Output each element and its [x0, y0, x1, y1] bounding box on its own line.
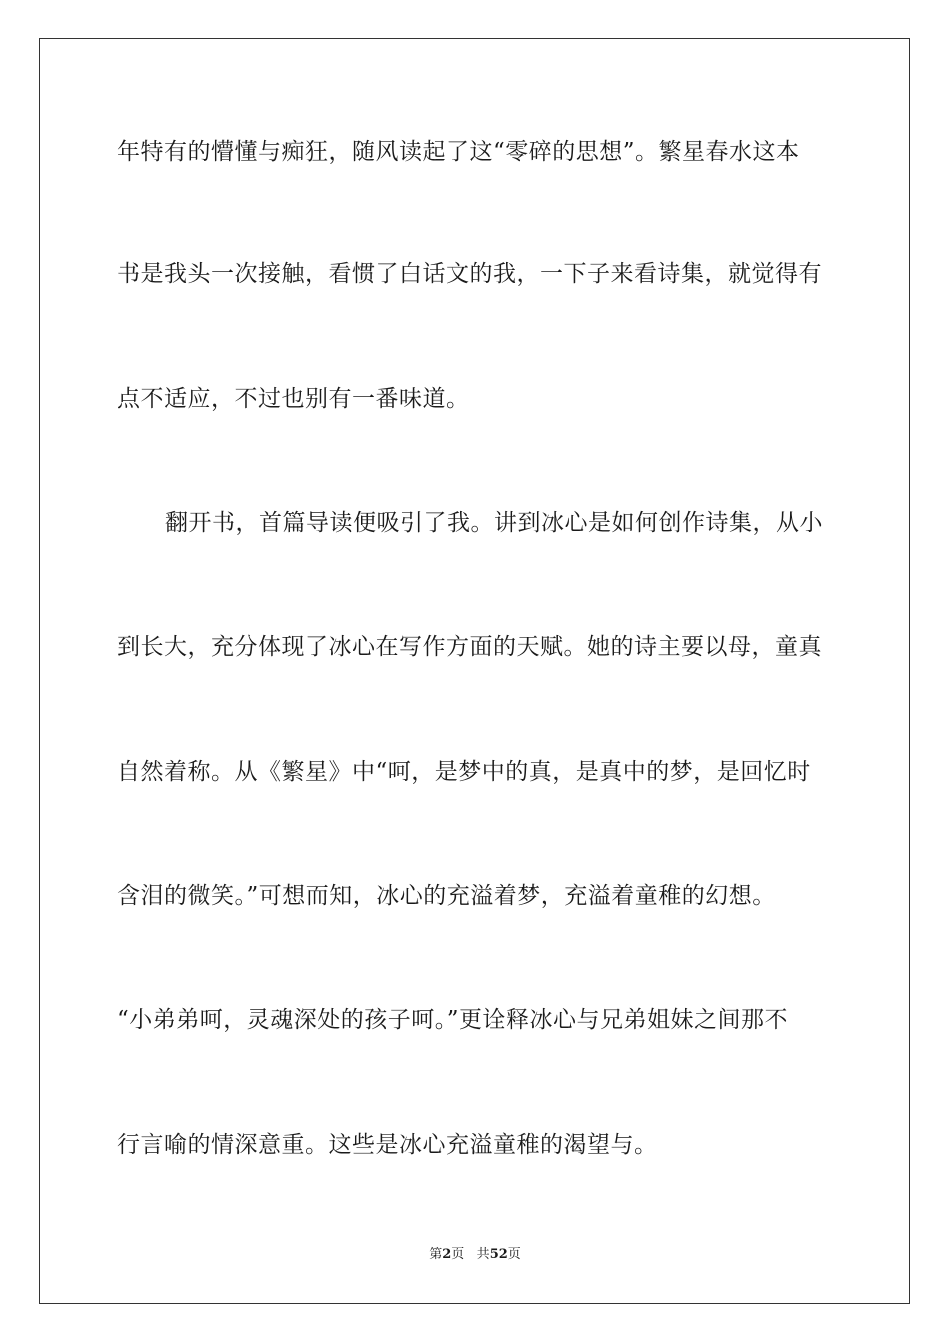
- text-line-2: 书是我头一次接触，看惯了白话文的我，一下子来看诗集，就觉得有: [117, 261, 822, 287]
- footer-total-pages: 52: [489, 1247, 508, 1262]
- page-border: [39, 38, 910, 1304]
- footer-total-unit: 页: [507, 1247, 521, 1262]
- text-line-3: 点不适应，不过也别有一番味道。: [117, 386, 470, 412]
- text-line-4-paragraph-start: 翻开书，首篇导读便吸引了我。讲到冰心是如何创作诗集，从小: [165, 510, 823, 536]
- footer-total-prefix: 共: [476, 1247, 490, 1262]
- footer-page-unit: 页: [451, 1247, 465, 1262]
- text-line-9: 行言喻的情深意重。这些是冰心充溢童稚的渴望与。: [117, 1132, 658, 1158]
- footer-current-page: 2: [442, 1247, 452, 1262]
- footer-prefix: 第: [429, 1247, 443, 1262]
- text-line-1: 年特有的懵懂与痴狂，随风读起了这“零碎的思想”。繁星春水这本: [117, 139, 800, 165]
- text-line-6: 自然着称。从《繁星》中“呵，是梦中的真，是真中的梦，是回忆时: [117, 759, 811, 785]
- text-line-8: “小弟弟呵，灵魂深处的孩子呵。”更诠释冰心与兄弟姐妹之间那不: [117, 1007, 789, 1033]
- text-line-7: 含泪的微笑。”可想而知，冰心的充溢着梦，充溢着童稚的幻想。: [117, 883, 776, 909]
- text-line-5: 到长大，充分体现了冰心在写作方面的天赋。她的诗主要以母，童真: [117, 634, 822, 660]
- page-footer: [0, 1246, 950, 1264]
